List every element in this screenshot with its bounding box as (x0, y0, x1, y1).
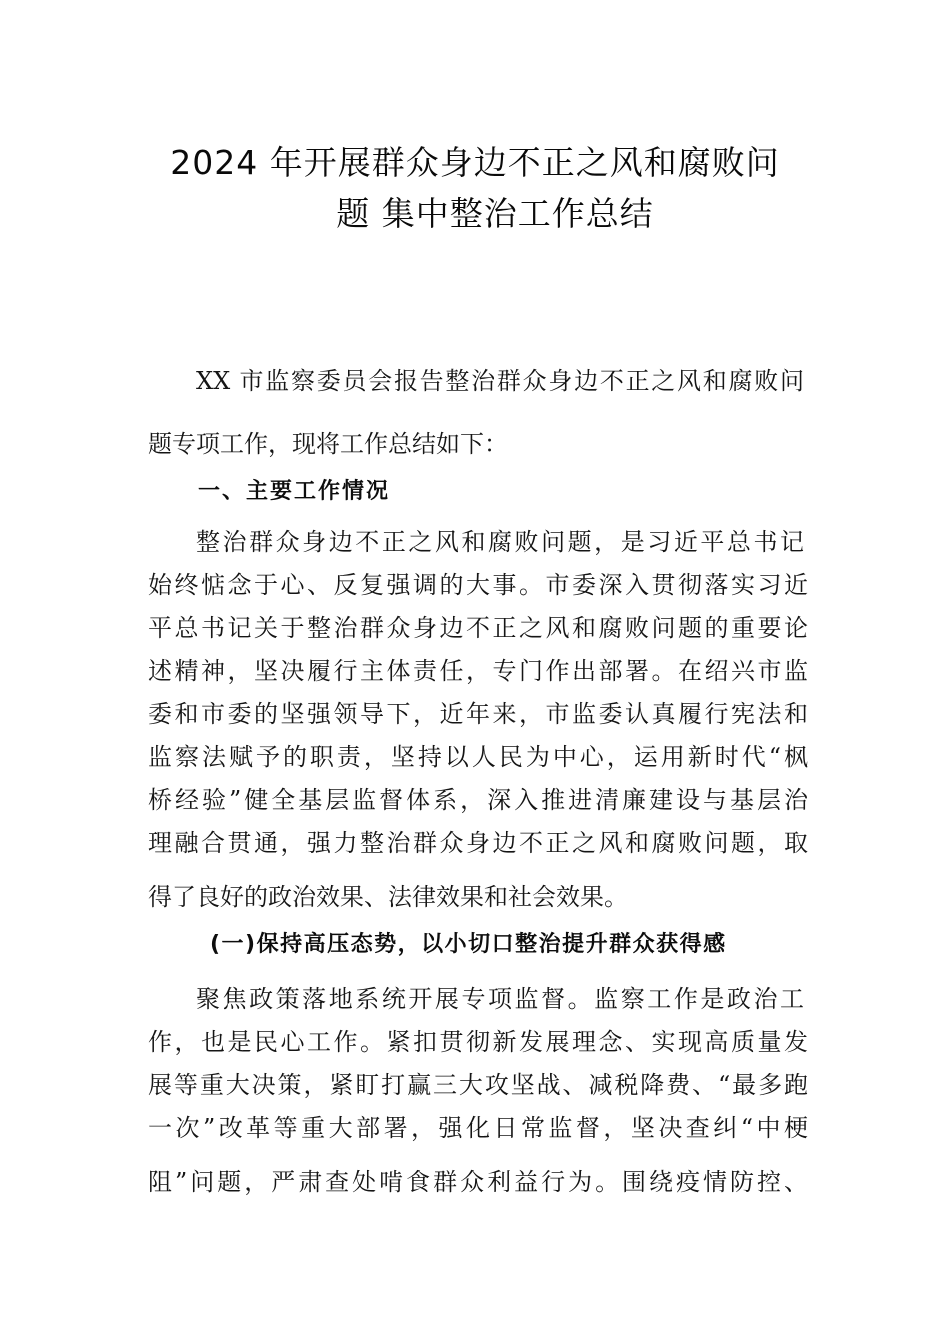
document-title-line-2: 题 集中整治工作总结 (336, 194, 654, 233)
paragraph-line: 始终惦念于心、反复强调的大事。市委深入贯彻落实习近 (148, 571, 808, 599)
paragraph-line: 一次”改革等重大部署，强化日常监督，坚决查纠“中梗 (148, 1114, 808, 1142)
section-heading-main-work: 一、主要工作情况 (198, 479, 391, 504)
document-title-line-1: 2024 年开展群众身边不正之风和腐败问 (170, 143, 780, 182)
paragraph-line: 述精神，坚决履行主体责任，专门作出部署。在绍兴市监 (148, 657, 808, 685)
paragraph-line: 监察法赋予的职责，坚持以人民为中心，运用新时代“枫 (148, 743, 808, 771)
paragraph-line: 整治群众身边不正之风和腐败问题，是习近平总书记 (196, 528, 804, 556)
paragraph-line: 理融合贯通，强力整治群众身边不正之风和腐败问题，取 (148, 829, 808, 857)
paragraph-line: 平总书记关于整治群众身边不正之风和腐败问题的重要论 (148, 614, 808, 642)
paragraph-line: 聚焦政策落地系统开展专项监督。监察工作是政治工 (196, 985, 804, 1013)
intro-line-2: 题专项工作，现将工作总结如下： (148, 430, 508, 458)
paragraph-line: 委和市委的坚强领导下，近年来，市监委认真履行宪法和 (148, 700, 808, 728)
paragraph-line: 作，也是民心工作。紧扣贯彻新发展理念、实现高质量发 (148, 1028, 808, 1056)
intro-line-1: XX 市监察委员会报告整治群众身边不正之风和腐败问 (196, 367, 804, 395)
paragraph-line: 展等重大决策，紧盯打赢三大攻坚战、减税降费、“最多跑 (148, 1071, 808, 1099)
paragraph-line: 桥经验”健全基层监督体系，深入推进清廉建设与基层治 (148, 786, 808, 814)
subsection-heading-high-pressure: (一)保持高压态势，以小切口整治提升群众获得感 (210, 932, 727, 957)
paragraph-line: 阻”问题，严肃查处啃食群众利益行为。围绕疫情防控、 (148, 1168, 808, 1196)
paragraph-line: 得了良好的政治效果、法律效果和社会效果。 (148, 883, 628, 911)
